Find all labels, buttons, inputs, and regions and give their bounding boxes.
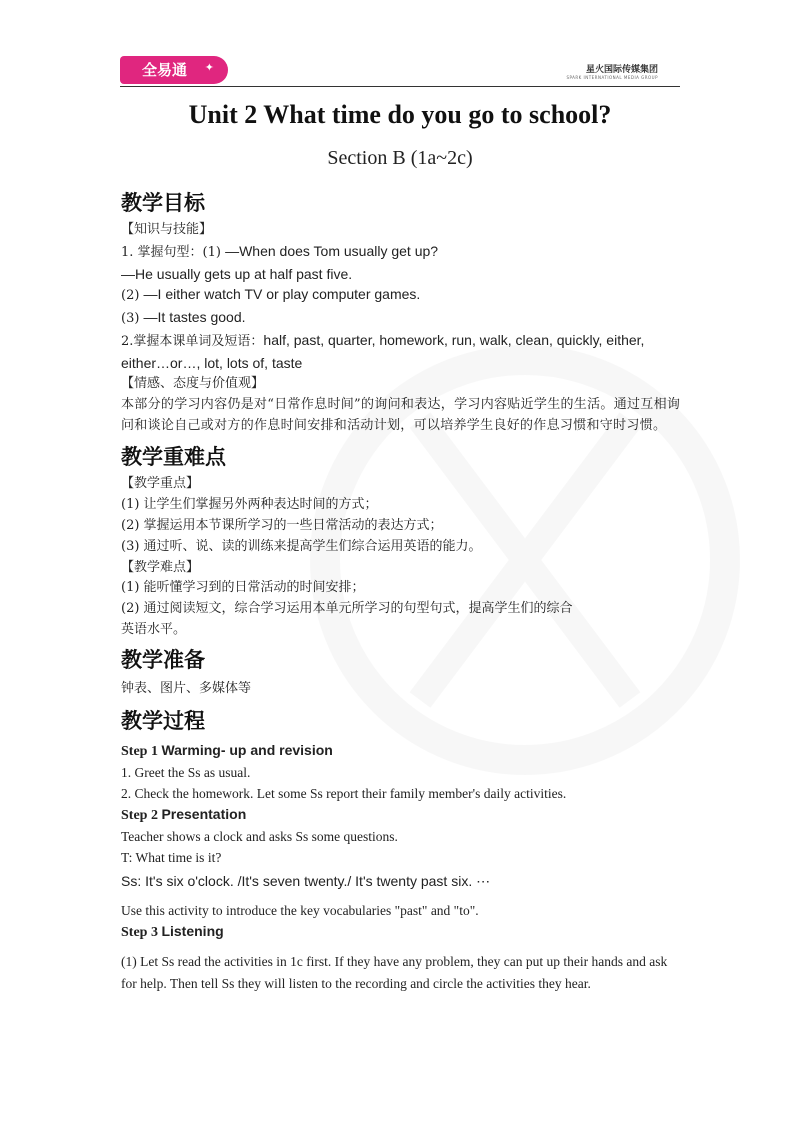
objective-prefix: 1. 掌握句型：(1) — [121, 244, 226, 260]
step-line: 2. Check the homework. Let some Ss report their family member's daily activities. — [121, 785, 567, 801]
header-divider — [120, 86, 680, 87]
objective-prefix: (3) — [121, 311, 144, 327]
step-label: Step 3 — [121, 924, 162, 940]
objective-line — [121, 307, 681, 330]
objective-line — [121, 330, 681, 353]
objective-prefix: (2) — [121, 288, 144, 304]
difficulty-item: (1) 能听懂学习到的日常活动的时间安排； — [121, 580, 365, 596]
section-heading-objectives: 教学目标 — [121, 191, 205, 215]
step-heading — [121, 921, 681, 943]
prep-text: 钟表、图片、多媒体等 — [121, 680, 252, 696]
objective-line: —He usually gets up at half past five. — [121, 265, 353, 282]
step-heading — [121, 740, 681, 762]
step-name: Warming- up and revision — [161, 741, 333, 758]
step-line: Use this activity to introduce the key vocabularies "past" and "to". — [121, 902, 479, 918]
step-line: T: What time is it? — [121, 849, 222, 865]
document-body — [121, 188, 681, 995]
section-heading-key-points: 教学重难点 — [121, 445, 226, 470]
step-heading — [121, 804, 681, 826]
page-subtitle: Section B (1a~2c) — [327, 147, 473, 169]
step-name: Presentation — [161, 805, 247, 822]
section-heading-prep: 教学准备 — [121, 647, 205, 672]
step-label: Step 2 — [121, 807, 162, 823]
objective-line: either…or…, lot, lots of, taste — [121, 354, 303, 371]
step-line: Teacher shows a clock and asks Ss some questions. — [121, 828, 398, 844]
objective-line — [121, 241, 681, 264]
objective-prefix: 2.掌握本课单词及短语： — [121, 333, 264, 349]
page-title: Unit 2 What time do you go to school? — [188, 100, 612, 129]
emotion-label: 【情感、态度与价值观】 — [121, 375, 265, 391]
objective-text: —When does Tom usually get up? — [225, 242, 439, 259]
difficulty-label: 【教学难点】 — [121, 559, 200, 575]
step-paragraph: (1) Let Ss read the activities in 1c first. If they have any problem, they can put up their hands and ask for help. Then tell Ss they will listen to the recording and circle the activities they hear. — [121, 953, 668, 991]
company-name — [566, 62, 658, 80]
step-line: Ss: It's six o'clock. /It's seven twenty./ It's twenty past six. ⋯ — [121, 872, 491, 889]
company-name-en: SPARK INTERNATIONAL MEDIA GROUP — [566, 75, 658, 80]
step-line: 1. Greet the Ss as usual. — [121, 764, 251, 780]
emotion-paragraph: 本部分的学习内容仍是对“日常作息时间”的询问和表达，学习内容贴近学生的生活。通过互相询问和谈论自己或对方的作息时间安排和活动计划，可以培养学生良好的作息习惯和守时习惯。 — [121, 397, 681, 434]
difficulty-item: 英语水平。 — [121, 621, 187, 637]
focus-item: (1) 让学生们掌握另外两种表达时间的方式； — [121, 497, 378, 513]
sparkle-icon: ✦ — [204, 61, 214, 74]
focus-item: (3) 通过听、说、读的训练来提高学生们综合运用英语的能力。 — [121, 538, 482, 554]
step-label: Step 1 — [121, 743, 162, 759]
focus-label: 【教学重点】 — [121, 476, 200, 492]
objective-text: half, past, quarter, homework, run, walk, clean, quickly, either, — [263, 331, 645, 348]
company-name-cn: 星火国际传媒集团 — [585, 65, 658, 75]
difficulty-item: (2) 通过阅读短文，综合学习运用本单元所学习的句型句式，提高学生们的综合 — [121, 601, 573, 617]
brand-logo-text: 全易通 — [142, 61, 188, 79]
objective-text: —It tastes good. — [143, 309, 246, 326]
step-name: Listening — [161, 922, 224, 939]
brand-logo — [120, 56, 228, 84]
section-heading-process: 教学过程 — [121, 708, 205, 733]
objective-text: —I either watch TV or play computer games. — [143, 286, 421, 303]
focus-item: (2) 掌握运用本节课所学习的一些日常活动的表达方式； — [121, 517, 443, 533]
page-header — [120, 56, 680, 88]
knowledge-label: 【知识与技能】 — [121, 222, 213, 237]
objective-line — [121, 284, 681, 307]
